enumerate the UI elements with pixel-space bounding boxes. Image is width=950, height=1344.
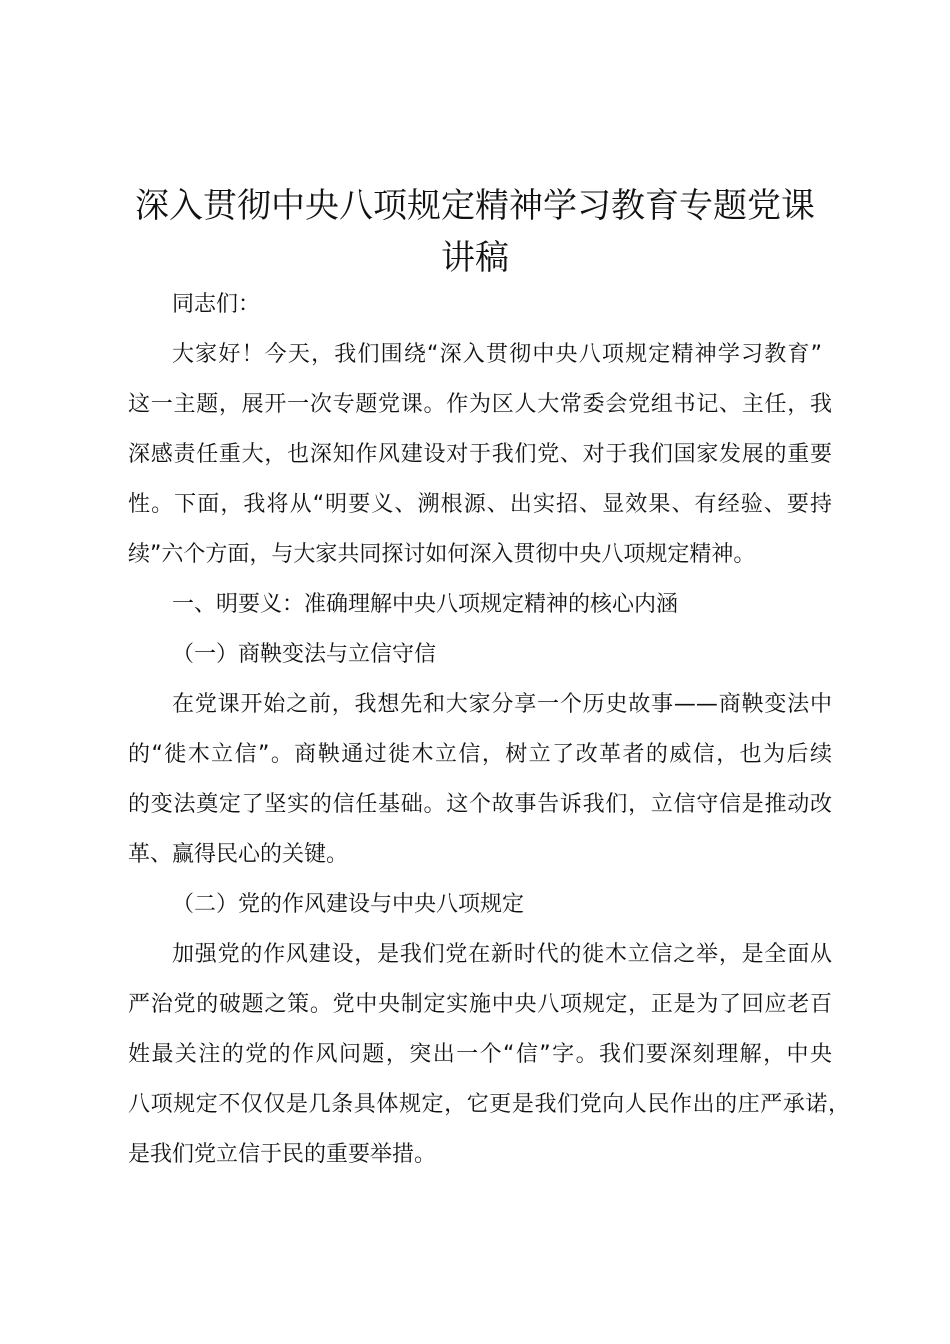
paragraph-line: 在党课开始之前，我想先和大家分享一个历史故事——商鞅变法中 — [172, 692, 832, 717]
intro-line: 深感责任重大，也深知作风建设对于我们党、对于我们国家发展的重要 — [128, 442, 832, 467]
paragraph-line: 革、赢得民心的关键。 — [128, 842, 349, 867]
subsection-heading: （二）党的作风建设与中央八项规定 — [172, 892, 525, 917]
document-title-line-1: 深入贯彻中央八项规定精神学习教育专题党课 — [135, 186, 815, 226]
intro-line: 大家好！今天，我们围绕“深入贯彻中央八项规定精神学习教育” — [172, 342, 822, 367]
paragraph-line: 八项规定不仅仅是几条具体规定，它更是我们党向人民作出的庄严承诺， — [128, 1092, 850, 1117]
document-title-line-2: 讲稿 — [441, 238, 509, 278]
paragraph-line: 的变法奠定了坚实的信任基础。这个故事告诉我们，立信守信是推动改 — [128, 792, 832, 817]
salutation: 同志们： — [172, 292, 261, 317]
intro-line: 性。下面，我将从“明要义、溯根源、出实招、显效果、有经验、要持 — [128, 492, 832, 517]
paragraph-line: 严治党的破题之策。党中央制定实施中央八项规定，正是为了回应老百 — [128, 992, 832, 1017]
intro-line: 这一主题，展开一次专题党课。作为区人大常委会党组书记、主任，我 — [128, 392, 832, 417]
paragraph-line: 加强党的作风建设，是我们党在新时代的徙木立信之举，是全面从 — [172, 942, 832, 967]
section-heading: 一、明要义：准确理解中央八项规定精神的核心内涵 — [172, 592, 679, 617]
subsection-heading: （一）商鞅变法与立信守信 — [172, 642, 437, 667]
paragraph-line: 是我们党立信于民的重要举措。 — [128, 1142, 437, 1167]
paragraph-line: 的“徙木立信”。商鞅通过徙木立信，树立了改革者的威信，也为后续 — [128, 742, 832, 767]
paragraph-line: 姓最关注的党的作风问题，突出一个“信”字。我们要深刻理解，中央 — [128, 1042, 832, 1067]
intro-line: 续”六个方面，与大家共同探讨如何深入贯彻中央八项规定精神。 — [128, 542, 756, 567]
